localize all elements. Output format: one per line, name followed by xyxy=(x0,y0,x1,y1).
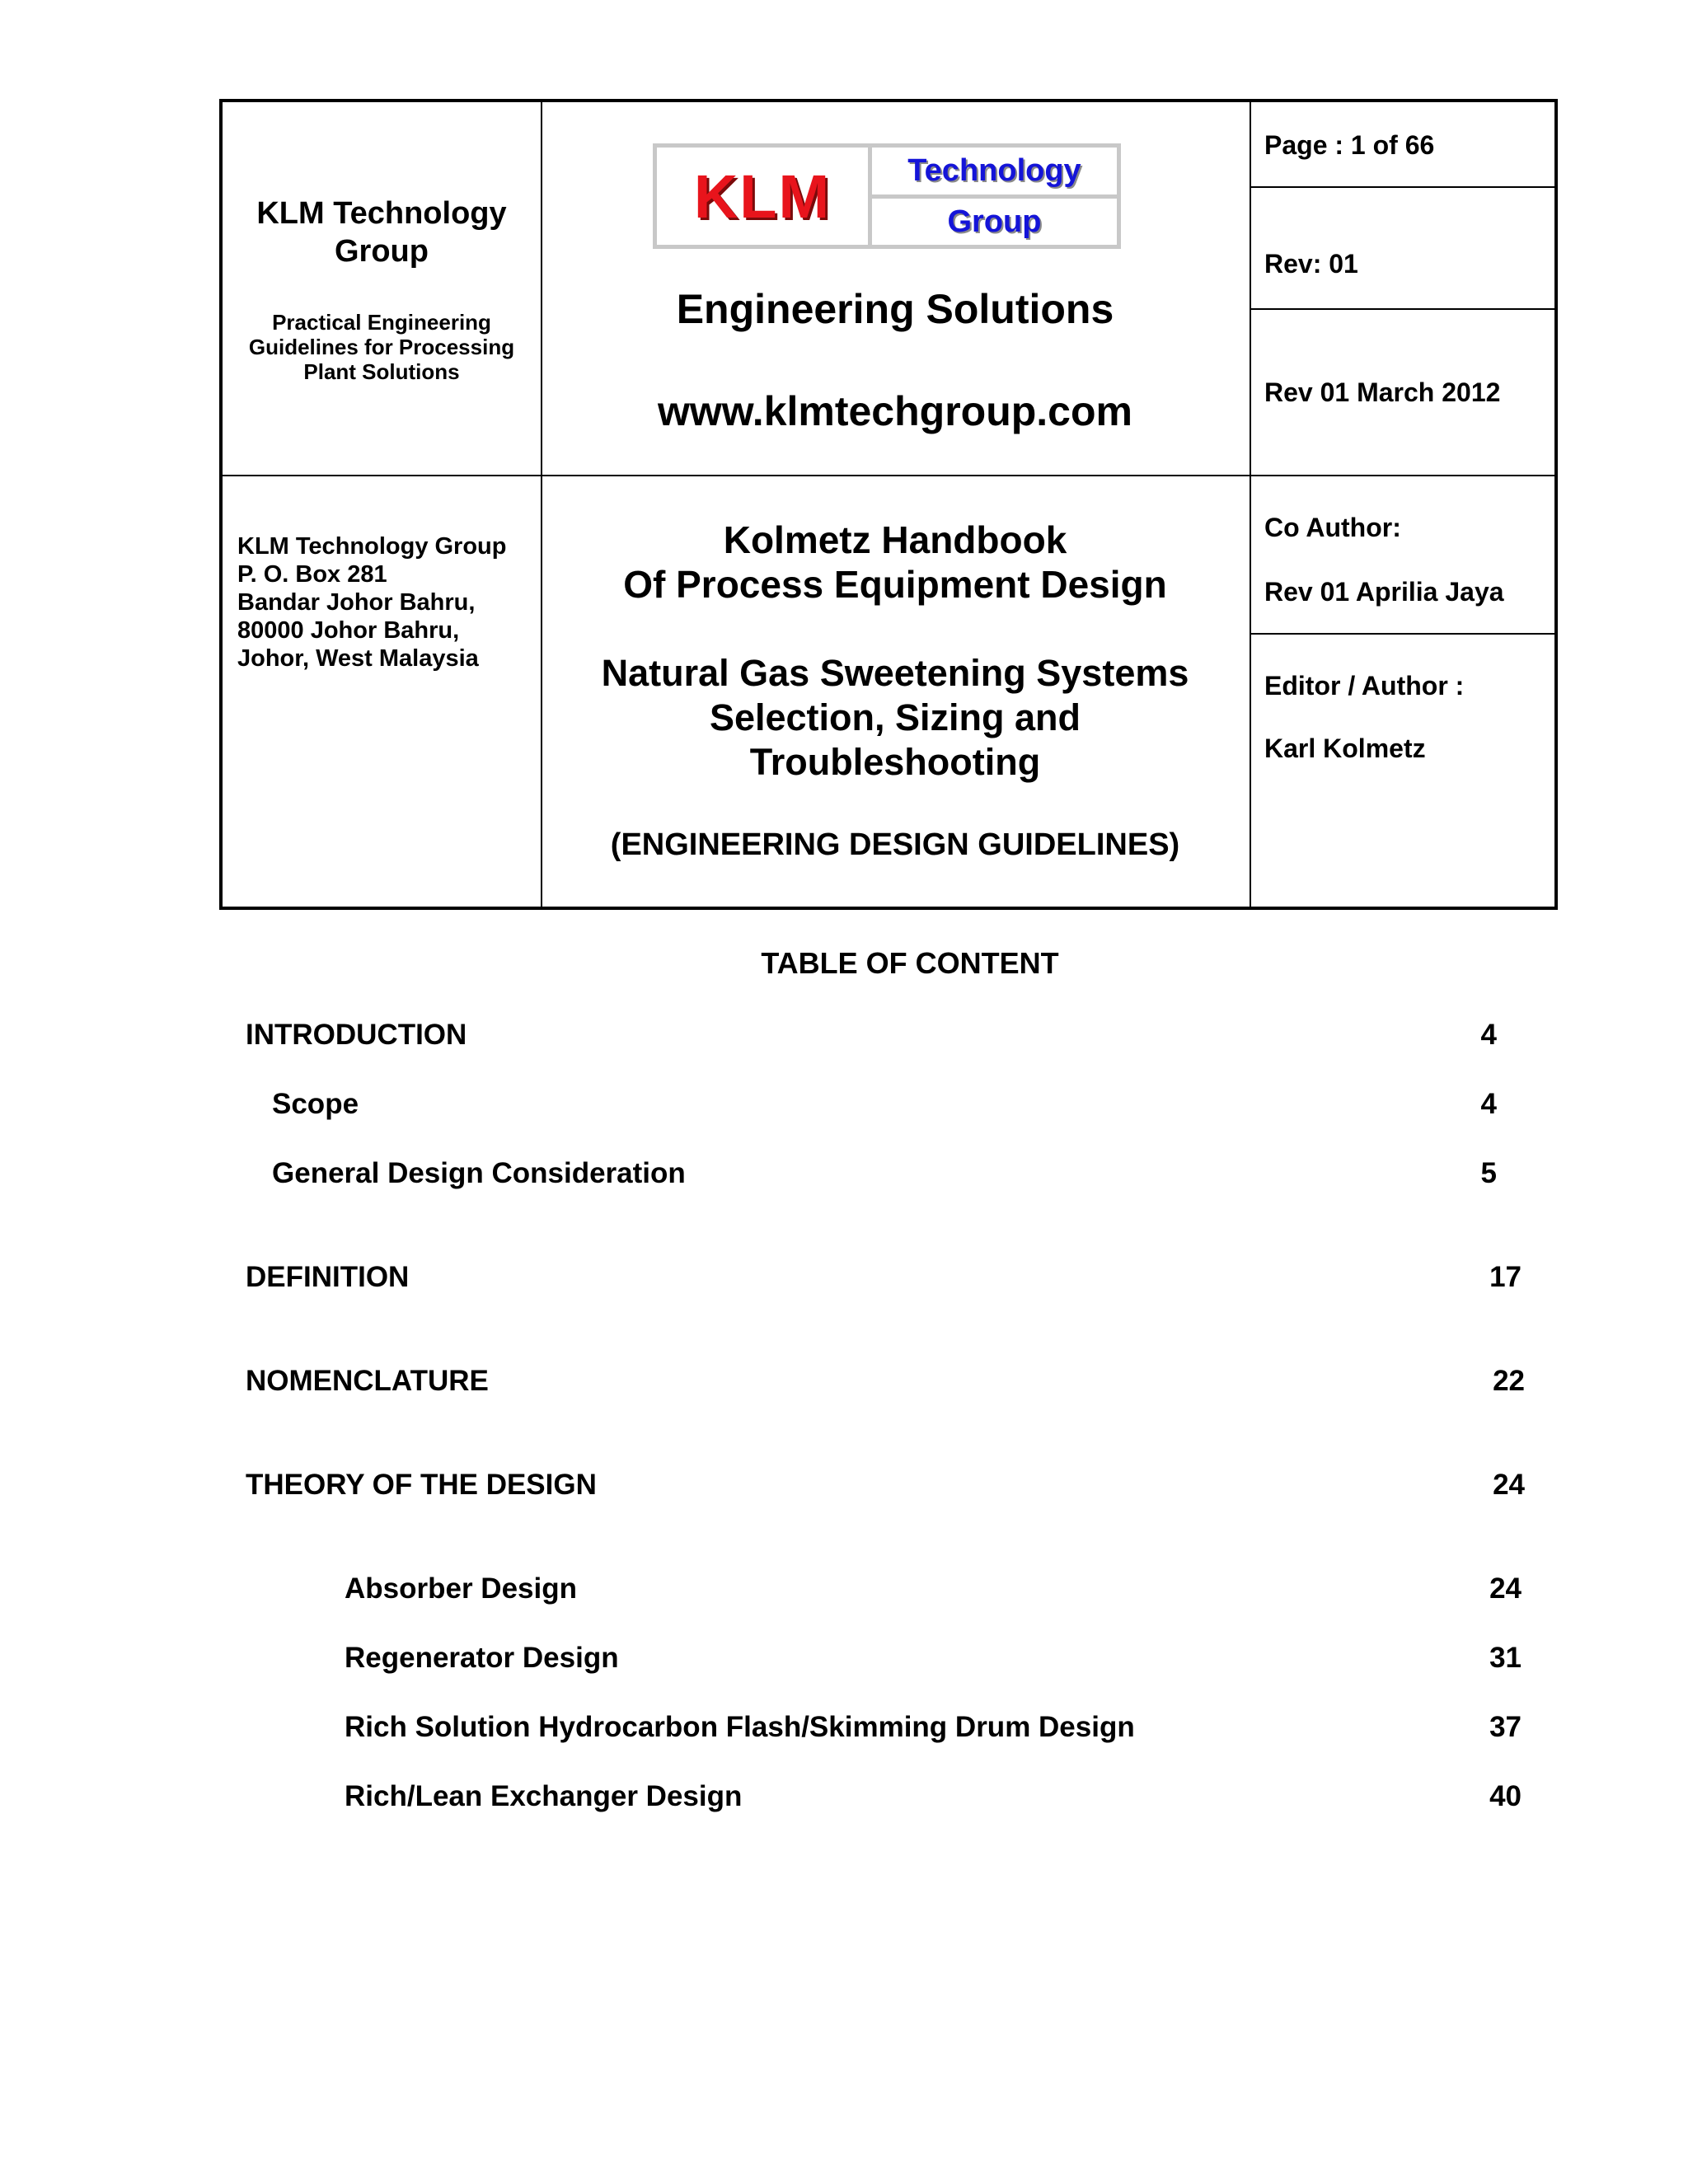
company-address: KLM Technology Group P. O. Box 281 Bandar Johor Bahru, 80000 Johor Bahru, Johor, West Malaysia xyxy=(237,533,507,672)
toc-entry-title[interactable]: General Design Consideration xyxy=(272,1157,686,1189)
toc-entry-page: 4 xyxy=(1480,1019,1497,1051)
header-divider xyxy=(541,102,542,907)
editor-label: Editor / Author : xyxy=(1264,671,1465,701)
engineering-solutions: Engineering Solutions xyxy=(676,286,1114,332)
toc-entry-title[interactable]: INTRODUCTION xyxy=(246,1019,467,1051)
co-author-label: Co Author: xyxy=(1264,513,1401,542)
revision: Rev: 01 xyxy=(1264,249,1358,279)
header-divider xyxy=(1250,308,1554,310)
toc-entry-page: 40 xyxy=(1489,1780,1522,1812)
header-divider xyxy=(223,475,1554,476)
header-divider xyxy=(1250,102,1251,907)
toc-entry-page: 17 xyxy=(1489,1261,1522,1293)
editor-name: Karl Kolmetz xyxy=(1264,733,1426,763)
document-header-table xyxy=(219,99,1558,910)
company-tagline: Practical Engineering Guidelines for Processing Plant Solutions xyxy=(248,310,515,384)
document-subject: Natural Gas Sweetening Systems Selection, Sizing and Troubleshooting xyxy=(601,652,1189,783)
page-number: Page : 1 of 66 xyxy=(1264,130,1435,160)
toc-heading: TABLE OF CONTENT xyxy=(761,946,1059,980)
header-divider xyxy=(1250,186,1554,188)
toc-entry-title[interactable]: Absorber Design xyxy=(345,1572,577,1605)
toc-entry-page: 24 xyxy=(1489,1572,1522,1605)
revision-date: Rev 01 March 2012 xyxy=(1264,377,1501,407)
toc-entry-title[interactable]: Rich Solution Hydrocarbon Flash/Skimming Drum Design xyxy=(345,1711,1135,1743)
handbook-title: Kolmetz Handbook Of Process Equipment Design xyxy=(623,518,1167,606)
toc-entry-page: 24 xyxy=(1493,1469,1525,1501)
toc-entry-page: 4 xyxy=(1480,1088,1497,1120)
toc-entry-title[interactable]: Rich/Lean Exchanger Design xyxy=(345,1780,743,1812)
website-url[interactable]: www.klmtechgroup.com xyxy=(657,388,1132,434)
toc-entry-title[interactable]: NOMENCLATURE xyxy=(246,1365,489,1397)
toc-entry-page: 31 xyxy=(1489,1642,1522,1674)
logo-group-text: Group xyxy=(947,204,1042,239)
logo-technology-text: Technology xyxy=(872,148,1117,199)
toc-entry-title[interactable]: Regenerator Design xyxy=(345,1642,619,1674)
company-name: KLM Technology Group xyxy=(256,196,507,269)
toc-entry-title[interactable]: Scope xyxy=(272,1088,359,1120)
toc-entry-title[interactable]: THEORY OF THE DESIGN xyxy=(246,1469,597,1501)
co-author-name: Rev 01 Aprilia Jaya xyxy=(1264,577,1504,607)
toc-entry-page: 37 xyxy=(1489,1711,1522,1743)
logo-klm-text: KLM xyxy=(657,148,872,245)
toc-entry-title[interactable]: DEFINITION xyxy=(246,1261,410,1293)
klm-logo xyxy=(653,143,1121,249)
toc-entry-page: 5 xyxy=(1480,1157,1497,1189)
header-divider xyxy=(1250,633,1554,635)
toc-entry-page: 22 xyxy=(1493,1365,1525,1397)
design-guidelines-label: (ENGINEERING DESIGN GUIDELINES) xyxy=(610,827,1180,862)
